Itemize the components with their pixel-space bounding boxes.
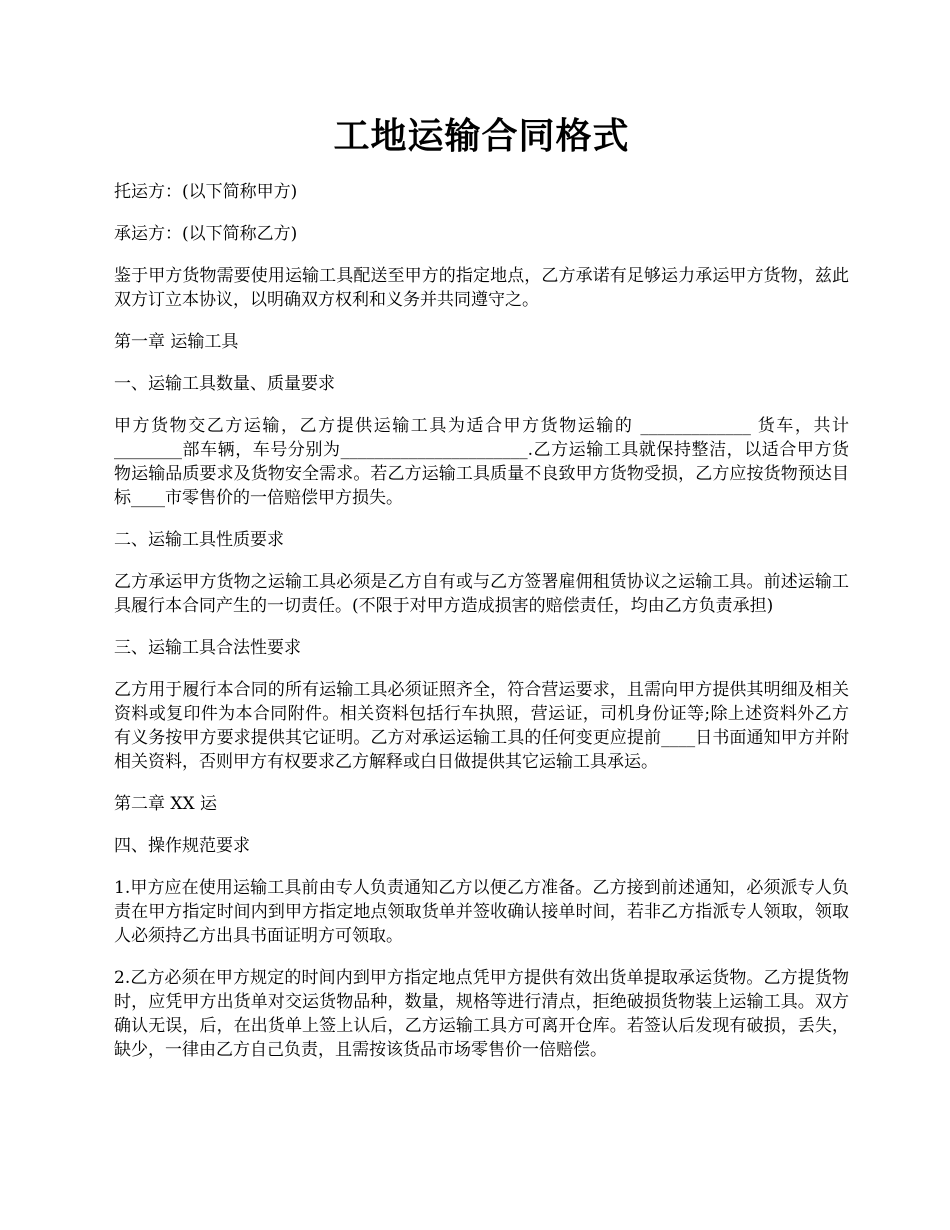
paragraph-clause-2: 2.乙方必须在甲方规定的时间内到甲方指定地点凭甲方提供有效出货单提取承运货物。乙方提货物时，应凭甲方出货单对交运货物品种，数量，规格等进行清点，拒绝破损货物装上运输工具。双方确认无误，后，在出货单上签上认后，乙方运输工具方可离开仓库。若签认后发现有破损，丢失，缺少，一律由乙方自己负责，且需按该货品市场零售价一倍赔偿。 [114,968,849,1060]
paragraph-shipper: 托运方：(以下简称甲方) [114,182,298,202]
paragraph-preamble: 鉴于甲方货物需要使用运输工具配送至甲方的指定地点，乙方承诺有足够运力承运甲方货物，兹此双方订立本协议，以明确双方权利和义务并共同遵守之。 [114,266,849,310]
chapter-heading-1: 第一章 运输工具 [114,332,239,352]
paragraph-section-2: 乙方承运甲方货物之运输工具必须是乙方自有或与乙方签署雇佣租赁协议之运输工具。前述运输工具履行本合同产生的一切责任。(不限于对甲方造成损害的赔偿责任，均由乙方负责承担) [114,572,849,616]
chapter-heading-2: 第二章 XX 运 [114,794,218,814]
paragraph-section-3: 乙方用于履行本合同的所有运输工具必须证照齐全，符合营运要求，且需向甲方提供其明细及相关资料或复印件为本合同附件。相关资料包括行车执照，营运证，司机身份证等;除上述资料外乙方有义务按甲方要求提供其它证明。乙方对承运运输工具的任何变更应提前____日书面通知甲方并附相关资料，否则甲方有权要求乙方解释或白日做提供其它运输工具承运。 [114,680,849,772]
section-heading-2: 二、运输工具性质要求 [114,530,284,550]
paragraph-carrier: 承运方：(以下简称乙方) [114,224,298,244]
section-heading-1: 一、运输工具数量、质量要求 [114,374,335,394]
document-title: 工地运输合同格式 [333,115,630,157]
section-heading-3: 三、运输工具合法性要求 [114,638,301,658]
paragraph-clause-1: 1.甲方应在使用运输工具前由专人负责通知乙方以便乙方准备。乙方接到前述通知，必须派专人负责在甲方指定时间内到甲方指定地点领取货单并签收确认接单时间，若非乙方指派专人领取，领取人必须持乙方出具书面证明方可领取。 [114,878,849,946]
paragraph-section-1: 甲方货物交乙方运输，乙方提供运输工具为适合甲方货物运输的 _____________ 货车，共计 ________部车辆，车号分别为______________________.乙方运输工具就保持整洁，以适合甲方货物运输品质要求及货物安全需求。若乙方运输工具质量不良致甲方货物受损，乙方应按货物预达目标____市零售价的一倍赔偿甲方损失。 [114,416,849,508]
section-heading-4: 四、操作规范要求 [114,836,250,856]
document-page [114,0,849,1062]
